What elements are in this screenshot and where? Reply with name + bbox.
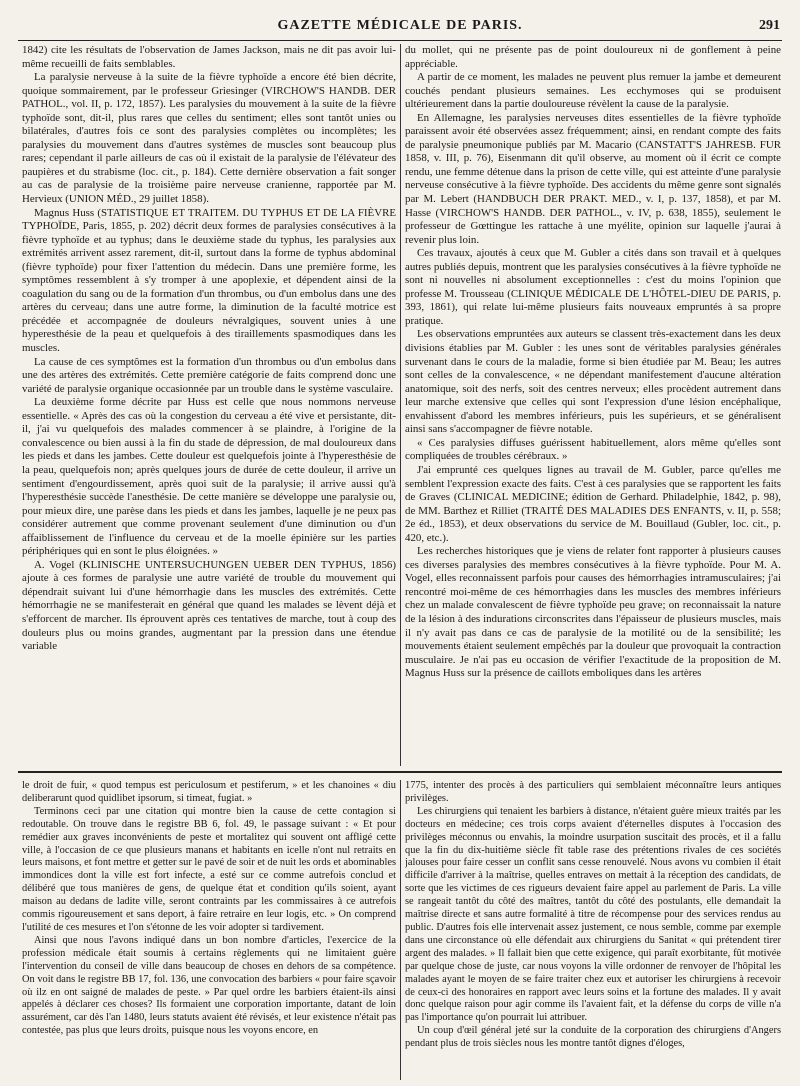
journal-title: GAZETTE MÉDICALE DE PARIS. [277, 18, 523, 33]
paragraph: J'ai emprunté ces quelques lignes au travail de M. Gubler, parce qu'elles me semblent l'expression exacte des faits. C'est à ces paralysies que se rapportent les faits de Graves (CLINICAL MEDICINE; édition de Gerhard. Philadelphie, 1842, p. 98), de MM. Barthez et Rilliet (TRAITÉ DES MALADIES DES ENFANTS, v. II, p. 558; 2e éd., 1853), et deux observations du service de M. Bouillaud (Gubler, loc. cit., p. 420, etc.). [405, 463, 781, 544]
top-left-column [22, 44, 396, 766]
feuilleton-rule [18, 771, 782, 773]
column-divider [400, 44, 401, 766]
top-right-column [405, 44, 781, 766]
paragraph: Terminons ceci par une citation qui montre bien la cause de cette contagion si redoutable. On trouve dans le registre BB 6, fol. 49, le passage suivant : « Et pour remédier aux graves inconvénients de peste et mortalitez qui souvent ont affligé cette ville, à l'occasion de ce que plusieurs manans et habitants en icelle n'ont nul retraits en leurs maisons, et font mettre et getter sur le pavé de soir et de nuit les ords et abominables immondices dont la ville est fort infecte, a esté sur ce comme autrefois conclud et délibéré que tous manières de gens, de quelque état et condition qu'ils soient, ayant maison au dedans de ladite ville, seront contraints par les commissaires à ce autrefois commis rigoureusement et sans deport, à faire retraire en leur logis, etc. » On comprend l'utilité de ces mesures et l'on s'étonne de les voir adopter si tardivement. [22, 805, 396, 933]
page-number: 291 [759, 18, 780, 33]
paragraph: A. Vogel (KLINISCHE UNTERSUCHUNGEN UEBER DEN TYPHUS, 1856) ajoute à ces formes de paralysie une autre variété de trouble du mouvement qui dépendrait suivant lui d'une hémorrhagie dans les muscles des extrémités. Cette hémorrhagie ne se manifesterait en général que quand les malades se lèvent déjà et s'efforcent de marcher. Ils éprouvent après ces tentatives de marche, tout à coup des douleurs plus ou moins grandes, augmentant par la pression dans une étendue variable [22, 558, 396, 653]
paragraph: 1842) cite les résultats de l'observation de James Jackson, mais ne dit pas avoir lui-même recueilli de faits semblables. [22, 44, 396, 70]
feuilleton-left-column [22, 780, 396, 1080]
paragraph: Magnus Huss (STATISTIQUE ET TRAITEM. DU TYPHUS ET DE LA FIÈVRE TYPHOÏDE, Paris, 1855, p. 202) décrit deux formes de paralysies consécutives à la fièvre typhoïde et au typhus; dans le deuxième stade du typhus, les paralysies aux extrémités arrivent assez rarement, dit-il, surtout dans la forme de typhus abdominal (fièvre typhoïde) pour fixer l'attention du médecin. Dans une première forme, les symptômes ressemblent à s'y tromper à une apoplexie, et dépendent ainsi de la coagulation du sang ou de la formation d'un thrombus, ou d'un embolus dans une des artères du cerveau; dans une autre forme, la diminution de la faculté motrice est précédée et accompagnée de douleurs névralgiques, souvent unies à une hyperesthésie de la peau et quelquefois à des tiraillements spasmodiques dans les muscles. [22, 206, 396, 355]
feuilleton-right-column [405, 780, 781, 1080]
paragraph: du mollet, qui ne présente pas de point douloureux ni de gonflement à peine appréciable. [405, 44, 781, 70]
paragraph: Les chirurgiens qui tenaient les barbiers à distance, n'étaient guère mieux traités par les docteurs en médecine; ces trois corps avaient d'éternelles disputes à l'occasion des privilèges méconnus ou envahis, la moindre usurpation suscitait des procès, et il a fallu que la fin du dix-huitième siècle fît table rase des prétentions rivales de ces sociétés jalouses pour faire cesser un conflit sans cesse renouvelé. Nous avons vu combien il était difficile d'arriver à la maîtrise, quelles entraves on mettait à la réception des candidats, de sorte que les victimes de ces rigueurs devaient faire appel au parlement de Paris. La ville se rangeait tantôt du côté des maîtres, tantôt du côté des postulants, elle demandait la maîtrise directe et sans autre formalité à titre de récompense pour des services rendus au public. D'autres fois elle intervenait assez justement, ce nous semble, comme par exemple dans une circonstance où elle défendait aux chirurgiens du Sanitat « qui prétendent tirer argent des malades. » Il fallait bien que cette exigence, qui paraît exorbitante, fût motivée par quelque chose de juste, car nous voyons la ville ordonner de renvoyer de l'hôpital les malades ayant le moyen de se faire traiter chez eux et autoriser les chirurgiens à recevoir de ceux-ci des honoraires en rapport avec leurs soins et la fortune des malades. Il y avait donc quelque raison pour agir comme ils l'avaient fait, et la défense du corps de ville n'a pas l'importance qu'on pourrait lui attribuer. [405, 805, 781, 1024]
paragraph: En Allemagne, les paralysies nerveuses dites essentielles de la fièvre typhoïde paraissent avoir été observées assez fréquemment; ainsi, en rendant compte des faits de paralysie pneumonique publiés par M. Macario (CANSTATT'S JAHRESB. FUR 1858, v. III, p. 76), Eisenmann dit qu'il observe, au moment où il écrit ce compte rendu, une femme détenue dans la prison de cette ville, qui est atteinte d'une paralysie nerveuse consécutive à la fièvre typhoïde. Des accidents du même genre sont signalés par M. Lebert (HANDBUCH DER PRAKT. MED., v. I, p. 137, 1858), et par M. Hasse (VIRCHOW'S HANDB. DER PATHOL., v. IV, p. 638, 1855), seulement le professeur de Gœttingue les rattache à une myélite, opinion sur laquelle j'aurai à revenir plus loin. [405, 111, 781, 246]
paragraph: A partir de ce moment, les malades ne peuvent plus remuer la jambe et demeurent couchés pendant plusieurs semaines. Les ecchymoses qui se produisent ultérieurement dans la partie douloureuse révèlent la cause de la paralysie. [405, 71, 781, 111]
paragraph: Un coup d'œil général jeté sur la conduite de la corporation des chirurgiens d'Angers pendant plus de trois siècles nous les montre tantôt dignes d'éloges, [405, 1025, 781, 1050]
paragraph: Les observations empruntées aux auteurs se classent très-exactement dans les deux divisions établies par M. Gubler : les unes sont de véritables paralysies générales survenant dans le cours de la maladie, forme si bien étudiée par M. Beau; les autres sont celles de la convalescence, « ne dépendant manifestement d'aucune altération anatomique, soit des nerfs, soit des centres nerveux; elles procèdent autrement dans leur marche extensive que celles qui sont l'expression d'une lésion encéphalique, envahissent d'abord les membres inférieurs, puis les supérieurs, et se généralisent ainsi sans s'accompagner de fièvre notable. [405, 328, 781, 436]
paragraph: La deuxième forme décrite par Huss est celle que nous nommons nerveuse essentielle. « Après des cas où la congestion du cerveau a été vive et persistante, dit-il, j'ai vu quelquefois des malades commencer à se plaindre, à l'origine de la convalescence ou bien aussi à la fin du stade de dépression, de mal douloureux dans les pieds et dans les jambes. Cette douleur est quelquefois jointe à l'hyperesthésie de la peau, quelquefois non; après quelques jours de durée de cette douleur, il arrive un sentiment d'engourdissement, après quoi suit de la paralysie; il arrive aussi qu'à l'hyperesthésie succède l'anesthésie. De cette manière se développe une paralysie ou, pour mieux dire, une parèse dans les pieds et dans les jambes, laquelle je ne peux pas considérer autrement que comme provenant seulement d'une diminution ou d'un affaiblissement de l'influence du cerveau et de la moelle épinière sur les parties périphériques qui en sont le plus éloignées. » [22, 396, 396, 558]
running-header [18, 14, 782, 41]
paragraph: Les recherches historiques que je viens de relater font rapporter à plusieurs causes ces diverses paralysies des membres consécutives à la fièvre typhoïde. Pour M. A. Vogel, elles reconnaissent parfois pour causes des hémorrhagies intramusculaires; j'ai rencontré moi-même de ces hémorrhagies dans les muscles des membres inférieurs chez un malade convalescent de fièvre typhoïde peu grave; on reconnaissait la nature de la lésion à des indurations circonscrites dans l'épaisseur de plusieurs muscles, mais il n'y avait pas dans ce cas de paralysie de la motilité ou de la sensibilité; les mouvements étaient seulement empêchés par la douleur que provoquait la contraction musculaire. Je n'ai pas eu occasion de vérifier l'exactitude de la proposition de M. Magnus Huss sur la présence de caillots emboliques dans les artères [405, 545, 781, 680]
paragraph: « Ces paralysies diffuses guérissent habituellement, alors même qu'elles sont compliquées de troubles cérébraux. » [405, 436, 781, 463]
paragraph: La paralysie nerveuse à la suite de la fièvre typhoïde a encore été bien décrite, quoique sommairement, par le professeur Griesinger (VIRCHOW'S HANDB. DER PATHOL., vol. II, p. 172, 1857). Les paralysies du mouvement à la suite de la fièvre typhoïde sont, dit-il, plus rares que celles du sentiment; elles sont tantôt unies ou bilatérales, d'autres fois ce sont des paralysies complètes ou incomplètes; les paralysies du mouvement dans d'autres systèmes de muscles sont beaucoup plus rares; cependant il parle ailleurs de cas où il existait de la paralysie de l'élévateur des paupières et du strabisme (loc. cit., p. 184). Cette dernière observation a fait songer au cas de paralysie de la troisième paire nerveuse cranienne, rapportée par M. Hervieux (UNION MÉD., 29 juillet 1858). [22, 71, 396, 206]
column-divider [400, 780, 401, 1080]
paragraph: Ainsi que nous l'avons indiqué dans un bon nombre d'articles, l'exercice de la profession médicale était soumis à certains règlements qui ne limitaient guère l'intervention du conseil de ville dans beaucoup de choses en dehors de sa compétence. On voit dans le registre BB 17, fol. 136, une convocation des barbiers « pour faire sçavoir où ilz en ont saigné de malades de peste. » Par quel ordre les barbiers étaient-ils ainsi appelés à déclarer ces choses? Ils formaient une corporation importante, datant de loin assurément, car dès l'an 1480, leurs statuts avaient été révisés, et leur existence n'était pas contestée, pas plus que leurs droits, puisque nous les voyons encore, en [22, 934, 396, 1037]
paragraph: le droit de fuir, « quod tempus est periculosum et pestiferum, » et les chanoines « diu deliberarunt quod quidlibet ipsorum, si timeat, fugiat. » [22, 780, 396, 804]
paragraph: Ces travaux, ajoutés à ceux que M. Gubler a cités dans son travail et à quelques autres publiés depuis, montrent que les paralysies consécutives à la fièvre typhoïde ne sont ni nouvelles ni absolument exceptionnelles : c'est du moins l'opinion que professe M. Trousseau (CLINIQUE MÉDICALE DE L'HÔTEL-DIEU DE PARIS, p. 393, 1861), qui relate lui-même plusieurs faits nouveaux empruntés à sa propre pratique. [405, 247, 781, 327]
paragraph: La cause de ces symptômes est la formation d'un thrombus ou d'un embolus dans une des artères des extrémités. Cette première catégorie de faits comprend donc une variété de paralysie organique occasionnée par un trouble dans le système vasculaire. [22, 355, 396, 395]
paragraph: 1775, intenter des procès à des particuliers qui semblaient méconnaître leurs antiques privilèges. [405, 780, 781, 804]
